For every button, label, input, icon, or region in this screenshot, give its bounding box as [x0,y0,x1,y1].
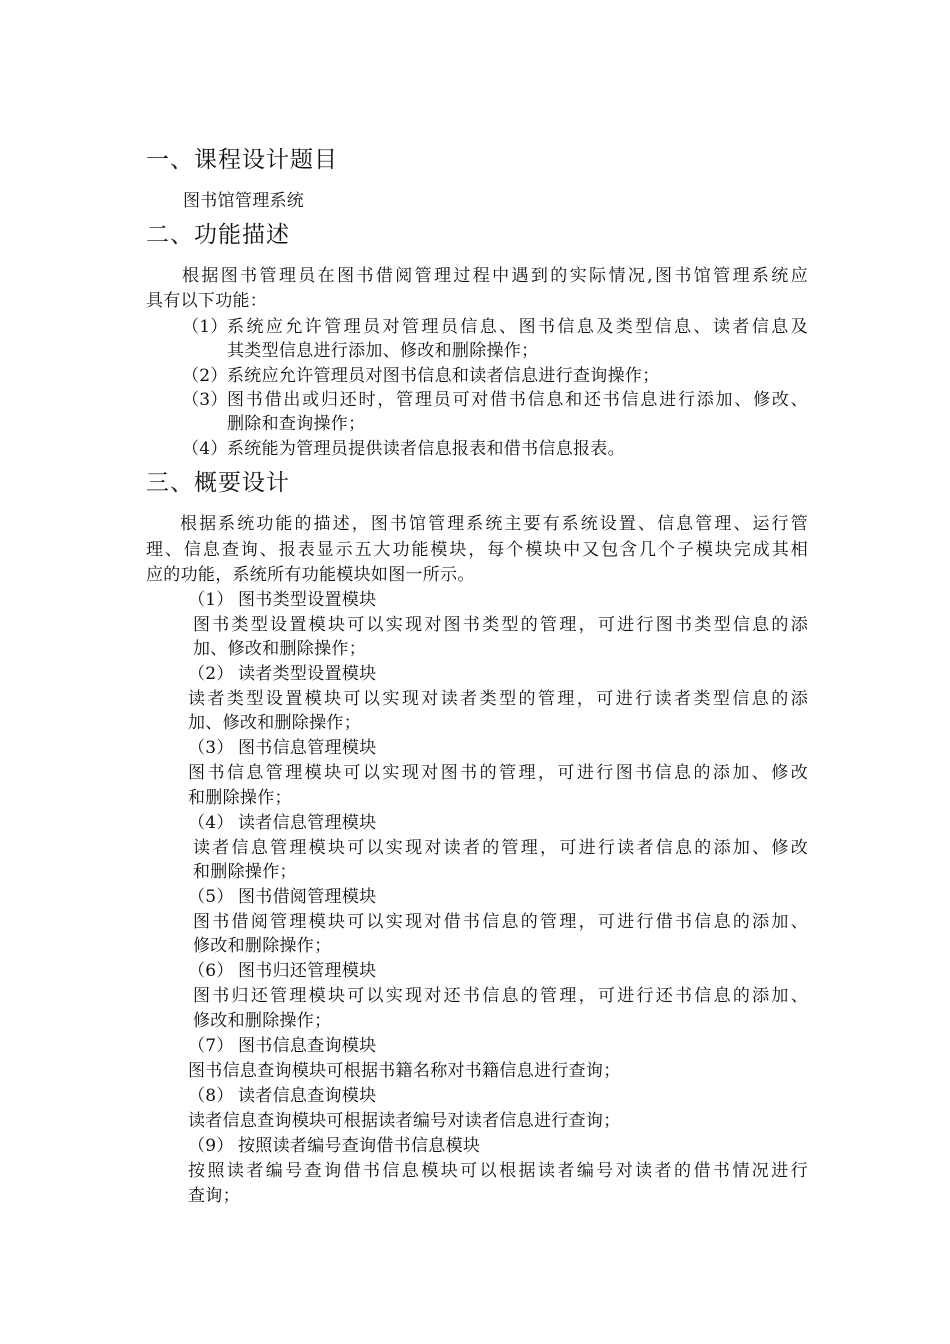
module-number: （4） [188,813,234,833]
paragraph-text: 根据系统功能的描述，图书馆管理系统主要有系统设置、信息管理、运行管 [180,514,808,534]
module-name: 读者信息管理模块 [238,813,377,833]
module-name: 读者类型设置模块 [238,664,377,684]
paragraph-line [182,264,808,288]
module-number: （5） [188,887,234,907]
module-description-line: 读者信息管理模块可以实现对读者的管理，可进行读者信息的添加、修改 [193,838,808,858]
list-item-text [227,315,808,339]
module-number: （1） [188,590,234,610]
module-name: 图书借阅管理模块 [238,887,377,907]
module-number: （6） [188,961,234,981]
section-heading-3: 三、概要设计 [146,470,290,496]
module-heading [188,1084,376,1108]
module-heading [188,1034,376,1058]
module-description [193,910,808,934]
module-description-line: 读者信息查询模块可根据读者编号对读者信息进行查询； [188,1111,621,1131]
course-topic: 图书馆管理系统 [183,191,305,211]
module-name: 图书信息查询模块 [238,1036,377,1056]
module-heading [188,959,376,983]
module-description-line: 加、修改和删除操作； [193,639,366,659]
module-description [188,761,808,785]
module-description [188,1159,808,1183]
paragraph-line: 具有以下功能： [146,291,268,311]
paragraph-line [180,512,808,536]
module-description-line: 图书归还管理模块可以实现对还书信息的管理，可进行还书信息的添加、 [193,986,808,1006]
module-name: 图书类型设置模块 [238,590,377,610]
list-item-number: （1） [182,317,228,337]
module-number: （7） [188,1036,234,1056]
module-number: （3） [188,738,234,758]
module-name: 按照读者编号查询借书信息模块 [238,1136,481,1156]
module-description-line: 读者类型设置模块可以实现对读者类型的管理，可进行读者类型信息的添 [188,689,808,709]
module-name: 图书信息管理模块 [238,738,377,758]
list-item-number: （2） [182,366,228,386]
module-description-line: 图书借阅管理模块可以实现对借书信息的管理，可进行借书信息的添加、 [193,912,808,932]
list-item-line: 系统应允许管理员对图书信息和读者信息进行查询操作； [227,366,660,386]
module-number: （2） [188,664,234,684]
list-item-number: （3） [182,390,228,410]
list-item-text [227,388,808,412]
module-description-line: 查询； [188,1186,240,1206]
module-name: 读者信息查询模块 [238,1086,377,1106]
module-heading [188,1134,480,1158]
list-item-line: 删除和查询操作； [227,414,366,434]
module-description [193,984,808,1008]
list-item-line: 系统能为管理员提供读者信息报表和借书信息报表。 [227,439,625,459]
module-heading [188,588,376,612]
module-description-line: 图书信息管理模块可以实现对图书的管理，可进行图书信息的添加、修改 [188,763,808,783]
module-description-line: 和删除操作； [193,862,297,882]
list-item-number: （4） [182,439,228,459]
module-description-line: 图书类型设置模块可以实现对图书类型的管理，可进行图书类型信息的添 [193,615,808,635]
module-description-line: 按照读者编号查询借书信息模块可以根据读者编号对读者的借书情况进行 [188,1161,808,1181]
module-heading [188,885,376,909]
module-number: （9） [188,1136,234,1156]
paragraph-line [146,538,808,562]
section-heading-2: 二、功能描述 [146,222,290,248]
list-item-line: 其类型信息进行添加、修改和删除操作； [227,341,539,361]
module-heading [188,811,376,835]
module-heading [188,662,376,686]
paragraph-text: 理、信息查询、报表显示五大功能模块，每个模块中又包含几个子模块完成其相 [146,540,808,560]
module-description-line: 加、修改和删除操作； [188,713,361,733]
module-description [193,613,808,637]
module-description-line: 图书信息查询模块可根据书籍名称对书籍信息进行查询； [188,1061,621,1081]
section-heading-1: 一、课程设计题目 [146,147,338,173]
list-item-line: 图书借出或归还时，管理员可对借书信息和还书信息进行添加、修改、 [227,390,808,410]
paragraph-line: 应的功能，系统所有功能模块如图一所示。 [146,565,475,585]
module-description [188,687,808,711]
module-name: 图书归还管理模块 [238,961,377,981]
module-heading [188,736,376,760]
module-description-line: 修改和删除操作； [193,936,332,956]
paragraph-text: 根据图书管理员在图书借阅管理过程中遇到的实际情况,图书馆管理系统应 [182,266,808,286]
module-description-line: 和删除操作； [188,788,292,808]
module-description-line: 修改和删除操作； [193,1011,332,1031]
module-number: （8） [188,1086,234,1106]
list-item-line: 系统应允许管理员对管理员信息、图书信息及类型信息、读者信息及 [227,317,808,337]
module-description [193,836,808,860]
